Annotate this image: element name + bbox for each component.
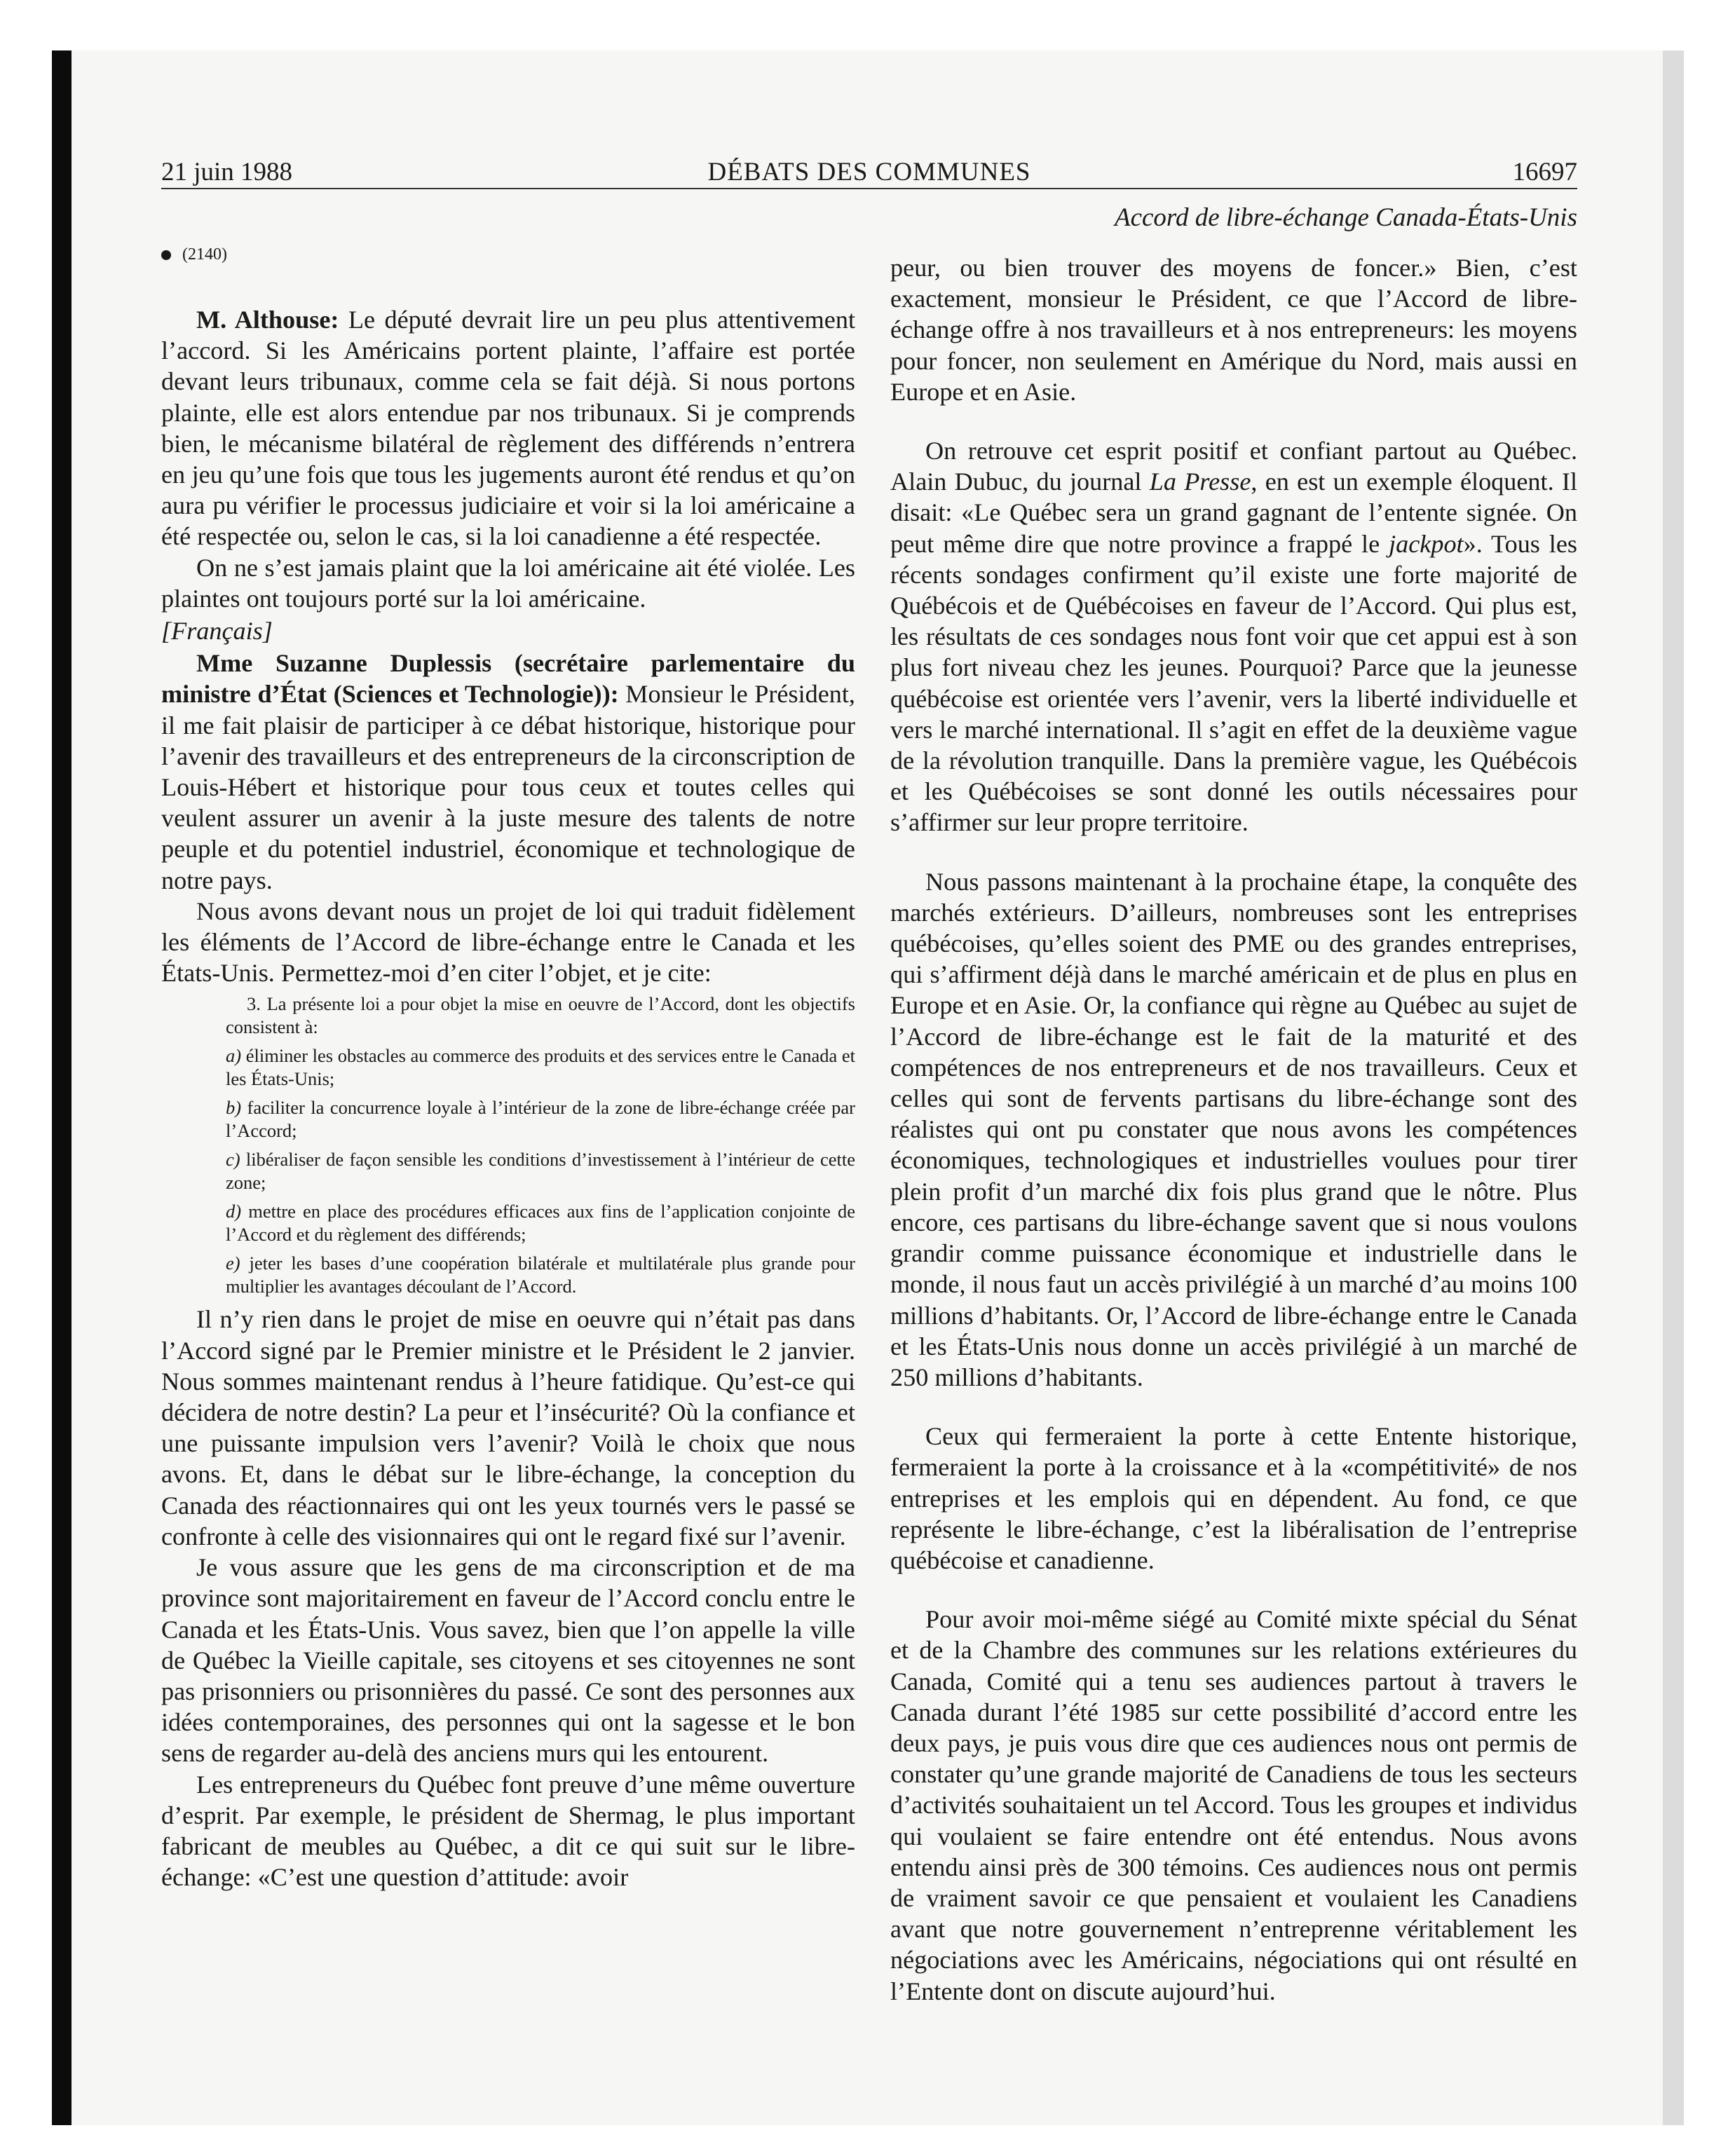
bullet-icon — [161, 250, 171, 260]
paragraph-althouse — [161, 304, 855, 552]
speaker-name: M. Althouse: — [196, 306, 339, 334]
bill-quotation — [226, 992, 855, 1298]
quote-item-text: éliminer les obstacles au commerce des produits et des services entre le Canada et les États-Unis; — [226, 1045, 855, 1090]
quote-item — [226, 1252, 855, 1298]
quote-item — [226, 1200, 855, 1246]
quote-item — [226, 1148, 855, 1194]
paragraph-text: ». Tous les récents sondages confirment qu’il existe une forte majorité de Québécois et de Québécoises en faveur de l’Accord. Qui plus est, les résultats de ces sondages nous font voir que cet appui est à son plus fort niveau chez les jeunes. Pourquoi? Parce que la jeunesse québécoise est orientée vers l’avenir, vers la liberté individuelle et vers le marché international. Il s’agit en effet de la deuxième vague de la révolution tranquille. Dans la première vague, les Québécois et les Québécoises se sont donné les outils nécessaires pour s’affirmer sur leur propre territoire. — [890, 529, 1577, 837]
paragraph-dubuc — [890, 435, 1577, 838]
scan-border-right — [1663, 50, 1684, 2125]
language-note: [Français] — [161, 617, 273, 646]
newspaper-title: La Presse — [1149, 468, 1251, 496]
paragraph: Les entrepreneurs du Québec font preuve d’une même ouverture d’esprit. Par exemple, le président de Shermag, le plus important fabricant de meubles au Québec, a dit ce qui suit sur le libre-échange: «C’est une question d’attitude: avoir — [161, 1770, 855, 1892]
paragraph: On ne s’est jamais plaint que la loi américaine ait été violée. Les plaintes ont toujours porté sur la loi américaine. — [161, 553, 855, 613]
quote-item-text: faciliter la concurrence loyale à l’intérieur de la zone de libre-échange créée par l’Accord; — [226, 1097, 855, 1142]
paragraph: peur, ou bien trouver des moyens de foncer.» Bien, c’est exactement, monsieur le Président, ce que l’Accord de libre-échange offre à nos travailleurs et à nos entrepreneurs: les moyens pour foncer, non seulement en Amérique du Nord, mais aussi en Europe et en Asie. — [890, 254, 1577, 406]
paragraph-text: On retrouve cet esprit positif et confiant partout au Québec. Alain Dubuc, du journal — [890, 437, 1577, 496]
quote-item-letter: d) — [226, 1201, 242, 1222]
paragraph: Nous passons maintenant à la prochaine étape, la conquête des marchés extérieurs. D’ailleurs, nombreuses sont les entreprises québécoises, qu’elles soient des PME ou des grandes entreprises, qui s’affirment déjà dans le marché américain et de plus en plus en Europe et en Asie. Or, la confiance qui règne au Québec au sujet de l’Accord de libre-échange est le fait de la maturité et des compétences de nos entrepreneurs et de nos travailleurs. Ceux et celles qui sont de fervents partisans du libre-échange sont des réalistes qui ont pu constater que nous avons les compétences économiques, technologiques et industrielles voulues pour tirer plein profit d’un marché dix fois plus grand que le nôtre. Plus encore, ces partisans du libre-échange savent que si nous voulons grandir comme puissance économique et industrielle dans le monde, il nous faut un accès privilégié à un marché d’au moins 100 millions d’habitants. Or, l’Accord de libre-échange entre le Canada et les États-Unis nous donne un accès privilégié à un marché de 250 millions d’habitants. — [890, 867, 1577, 1391]
paragraph-duplessis — [161, 648, 855, 896]
paragraph: Ceux qui fermeraient la porte à cette Entente historique, fermeraient la porte à la croissance et à la «compétitivité» de nos entreprises et les emplois qui en dépendent. Au fond, ce que représente le libre-échange, c’est la libéralisation de l’entreprise québécoise et canadienne. — [890, 1422, 1577, 1574]
quote-item-letter: c) — [226, 1149, 240, 1171]
paragraph: Pour avoir moi-même siégé au Comité mixte spécial du Sénat et de la Chambre des communes sur les relations extérieures du Canada, Comité qui a tenu ses audiences partout à travers le Canada durant l’été 1985 sur cette possibilité d’accord entre les deux pays, je puis vous dire que ces audiences nous ont permis de constater qu’une grande majorité de Canadiens de tous les secteurs d’activités souhaitaient un tel Accord. Tous les groupes et individus qui voulaient se faire entendre ont été entendus. Nous avons entendu ainsi près de 300 témoins. Ces audiences nous ont permis de vraiment savoir ce que pensaient et voulaient les Canadiens avant que notre gouvernement n’entreprenne véritablement les négociations avec les Américains, négociations qui ont résulté en l’Entente dont on discute aujourd’hui. — [890, 1605, 1577, 2005]
quote-item — [226, 1096, 855, 1142]
italic-term: jackpot — [1389, 529, 1464, 558]
time-marker-text: (2140) — [182, 245, 227, 264]
quote-item — [226, 1044, 855, 1091]
speaker-name: Mme Suzanne Duplessis (secrétaire parlementaire du ministre d’État (Sciences et Technologie)): — [161, 649, 855, 709]
subject-heading: Accord de libre-échange Canada-États-Unis — [1114, 203, 1577, 232]
header-page-number: 16697 — [1512, 158, 1577, 186]
scan-border-left — [52, 50, 72, 2125]
header-rule — [161, 188, 1577, 189]
running-header — [161, 153, 1577, 192]
right-column — [890, 252, 1577, 2007]
quote-item-letter: b) — [226, 1097, 242, 1119]
left-column — [161, 244, 855, 1892]
header-publication: DÉBATS DES COMMUNES — [707, 158, 1031, 186]
quote-item-text: mettre en place des procédures efficaces aux fins de l’application conjointe de l’Accord et du règlement des différends; — [226, 1201, 855, 1246]
time-marker — [161, 244, 855, 265]
paragraph: Il n’y rien dans le projet de mise en oeuvre qui n’était pas dans l’Accord signé par le Premier ministre et le Président le 2 janvier. Nous sommes maintenant rendus à l’heure fatidique. Qu’est-ce qui décidera de notre destin? La peur et l’insécurité? Où la confiance et une puissante impulsion vers l’avenir? Voilà le choix que nous avons. Et, dans le débat sur le libre-échange, la conception du Canada des réactionnaires qui ont les yeux tournés vers le passé se confronte à celle des visionnaires qui ont le regard fixé sur l’avenir. — [161, 1305, 855, 1550]
quote-item-letter: a) — [226, 1045, 242, 1067]
quote-item-text: libéraliser de façon sensible les conditions d’investissement à l’intérieur de cette zone; — [226, 1149, 855, 1194]
quote-intro: 3. La présente loi a pour objet la mise en oeuvre de l’Accord, dont les objectifs consistent à: — [226, 993, 855, 1038]
quote-item-letter: e) — [226, 1253, 240, 1274]
paragraph-text: , en est un exemple éloquent. Il disait: «Le Québec sera un grand gagnant de l’entente signée. On peut même dire que notre province a frappé le — [890, 468, 1577, 558]
paragraph-text: Le député devrait lire un peu plus attentivement l’accord. Si les Américains portent plainte, l’affaire est portée devant leurs tribunaux, comme cela se fait déjà. Si nous portons plainte, elle est alors entendue par nos tribunaux. Si je comprends bien, le mécanisme bilatéral de règlement des différends n’entrera en jeu qu’une fois que tous les jugements auront été rendus et qu’on aura pu vérifier le processus judiciaire et voir si la loi américaine a été respectée ou, selon le cas, si la loi canadienne a été respectée. — [161, 306, 856, 551]
paragraph: Nous avons devant nous un projet de loi qui traduit fidèlement les éléments de l’Accord de libre-échange entre le Canada et les États-Unis. Permettez-moi d’en citer l’objet, et je cite: — [161, 896, 855, 988]
paragraph-text: Monsieur le Président, il me fait plaisir de participer à ce débat historique, historique pour l’avenir des travailleurs et des entrepreneurs de la circonscription de Louis-Hébert et historique pour tous ceux et toutes celles qui veulent assurer un avenir à la juste mesure des talents de notre peuple et du potentiel industriel, économique et technologique de notre pays. — [161, 680, 855, 894]
quote-item-text: jeter les bases d’une coopération bilatérale et multilatérale plus grande pour multiplier les avantages découlant de l’Accord. — [226, 1253, 855, 1297]
paragraph: Je vous assure que les gens de ma circonscription et de ma province sont majoritairement en faveur de l’Accord conclu entre le Canada et les États-Unis. Vous savez, bien que l’on appelle la ville de Québec la Vieille capitale, ses citoyens et ses citoyennes ne sont pas prisonniers ou prisonnières du passé. Ce sont des personnes aux idées contemporaines, des personnes qui ont la sagesse et le bon sens de regarder au-delà des anciens murs qui les entourent. — [161, 1553, 855, 1768]
header-date: 21 juin 1988 — [161, 158, 293, 186]
